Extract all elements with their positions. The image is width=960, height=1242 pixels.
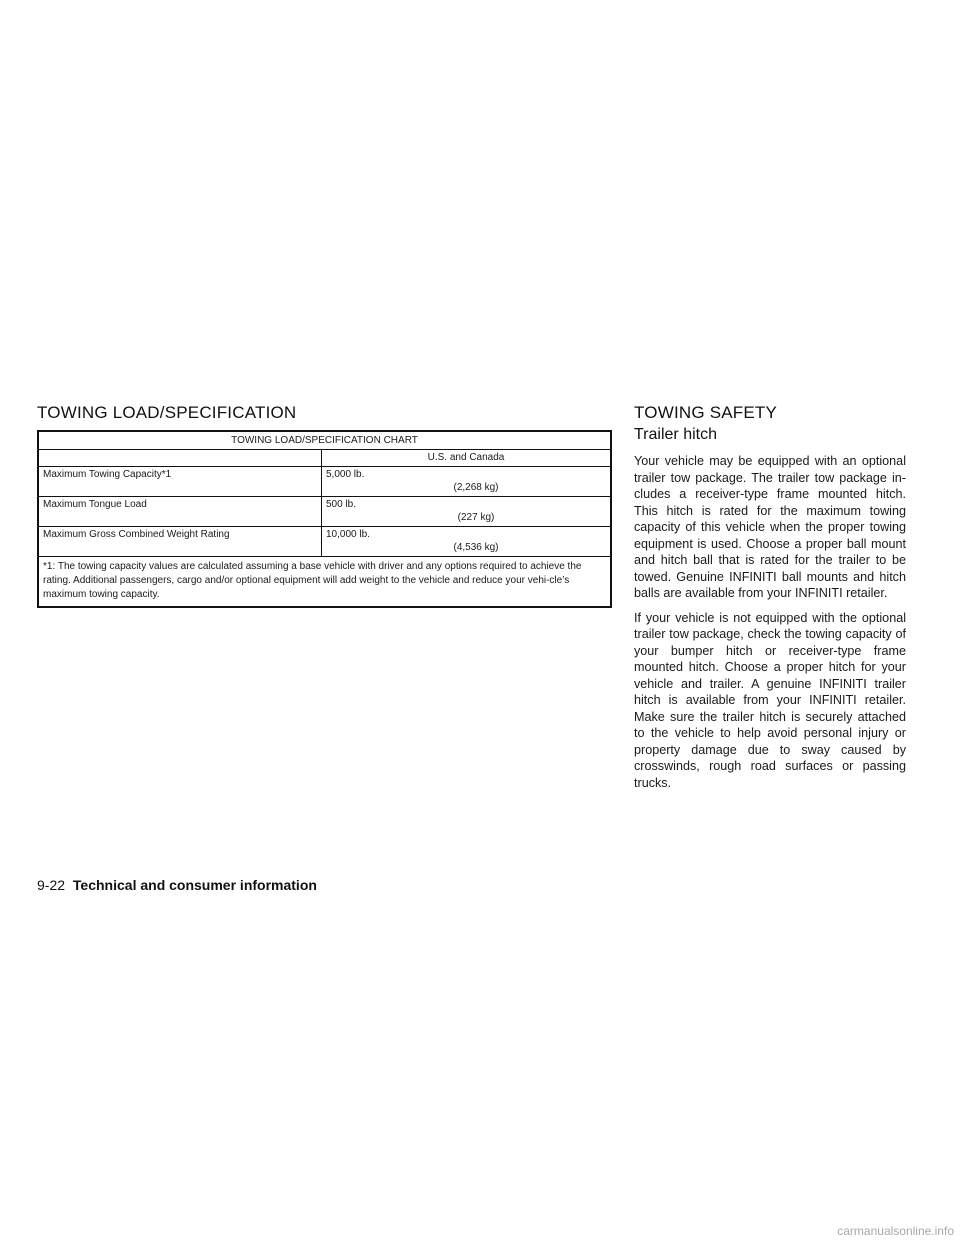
row-value (322, 527, 612, 557)
value-lb: 10,000 lb. (326, 529, 370, 540)
site-watermark: carmanualsonline.info (837, 1224, 954, 1238)
table-row (38, 497, 611, 527)
value-kg: (227 kg) (457, 512, 495, 523)
table-note-row (38, 557, 611, 608)
chapter-title: Technical and consumer information (72, 877, 317, 893)
section-heading-towing-safety: TOWING SAFETY (634, 403, 778, 422)
value-lb: 500 lb. (326, 499, 357, 510)
table-header-row (38, 450, 611, 467)
value-kg: (2,268 kg) (453, 482, 499, 493)
section-heading-towing-load: TOWING LOAD/SPECIFICATION (37, 403, 297, 422)
right-column (634, 402, 906, 799)
row-value (322, 467, 612, 497)
row-value (322, 497, 612, 527)
towing-spec-table (37, 430, 612, 608)
page-footer (37, 877, 317, 893)
row-label: Maximum Gross Combined Weight Rating (38, 527, 322, 557)
table-row (38, 527, 611, 557)
table-row (38, 467, 611, 497)
table-caption-row (38, 431, 611, 450)
row-label: Maximum Towing Capacity*1 (38, 467, 322, 497)
left-column (37, 402, 612, 608)
body-paragraph: If your vehicle is not equipped with the optional trailer tow package, check the towing capacity of your bumper hitch or receiver-type frame mounted hitch. Choose a proper hitch for your vehicle and trailer. A genuine INFINITI trailer hitch is available from your INFINITI retailer. Make sure the trailer hitch is securely attached to the vehicle to help avoid personal injury or property damage due to sway caused by crosswinds, rough road surfaces or passing trucks. (634, 610, 906, 790)
table-footnote: *1: The towing capacity values are calculated assuming a base vehicle with driver and any options required to achieve the rating. Additional passengers, cargo and/or optional equipment will add weight to the vehicle and reduce your vehi-cle’s maximum towing capacity. (38, 557, 611, 608)
page-number: 9-22 (37, 877, 66, 893)
row-label: Maximum Tongue Load (38, 497, 322, 527)
table-header-region: U.S. and Canada (322, 450, 612, 467)
body-paragraph: Your vehicle may be equipped with an optional trailer tow package. The trailer tow package in-cludes a receiver-type frame mounted hitch. This hitch is rated for the maximum towing capacity of this vehicle when the proper towing equipment is used. Choose a proper ball mount and hitch ball that is rated for the trailer to be towed. Genuine INFINITI ball mounts and hitch balls are available from your INFINITI retailer. (634, 454, 906, 600)
table-header-empty-cell (38, 450, 322, 467)
subheading-trailer-hitch: Trailer hitch (634, 426, 717, 443)
value-lb: 5,000 lb. (326, 469, 365, 480)
value-kg: (4,536 kg) (453, 542, 499, 553)
table-caption: TOWING LOAD/SPECIFICATION CHART (38, 431, 611, 450)
